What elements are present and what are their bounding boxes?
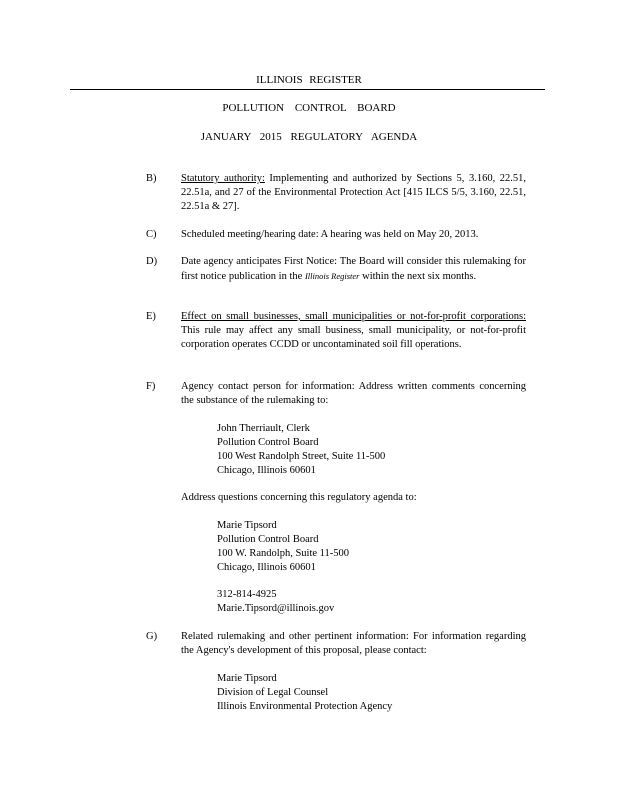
section-text-pre: Date agency anticipates First Notice: The Board will consider this rulemaking for first notice publication in the [181,256,526,282]
section-body [181,228,526,242]
section-letter: F) [146,381,156,392]
agenda-title: JANUARY 2015 REGULATORY AGENDA [200,131,418,143]
tipsord-address [217,519,537,575]
section-text: Implementing and authorized by Sections 5, 3.160, 22.51, 22.51a, and 27 of the Environmental Protection Act [415 ILCS 5/5, 3.160, 22.51, 22.51a & 27]. [181,173,526,212]
section-text: Scheduled meeting/hearing date: A hearing was held on May 20, 2013. [181,229,479,240]
address-line: Marie Tipsord [217,673,277,684]
address-line: Pollution Control Board [217,437,319,448]
section-body [181,255,526,284]
address-line: 100 W. Randolph, Suite 11-500 [217,548,350,559]
section-body [181,172,526,214]
section-text: Related rulemaking and other pertinent information: For information regarding the Agency's development of this proposal, please contact: [181,631,526,656]
clerk-address [217,422,537,478]
section-letter: G) [146,631,158,642]
questions-line: Address questions concerning this regulatory agenda to: [181,492,417,503]
phone-number: 312-814-4925 [217,589,277,600]
address-line: Division of Legal Counsel [217,687,329,698]
address-line: Illinois Environmental Protection Agency [217,701,393,712]
section-text: This rule may affect any small business, small municipality, or not-for-profit corporation operates CCDD or uncontaminated soil fill operations. [181,325,526,350]
section-body [181,630,526,658]
contact-info [217,588,537,616]
agency-address [217,672,537,714]
publication-name: Illinois Register [304,271,360,281]
section-text-post: within the next six months. [359,271,477,282]
section-label: Statutory authority: [181,173,265,184]
section-letter: C) [146,229,157,240]
section-body [181,310,526,352]
address-line: Chicago, Illinois 60601 [217,562,316,573]
section-letter: D) [146,256,158,267]
section-body [181,380,526,408]
board-name: POLLUTION CONTROL BOARD [222,102,396,114]
section-text: Agency contact person for information: Address written comments concerning the substance of the rulemaking to: [181,381,526,406]
address-line: Pollution Control Board [217,534,319,545]
email-address[interactable]: Marie.Tipsord@illinois.gov [217,603,335,614]
section-letter: B) [146,173,157,184]
section-letter: E) [146,311,156,322]
header-rule [70,89,545,90]
register-title: ILLINOIS REGISTER [256,74,362,86]
address-line: Chicago, Illinois 60601 [217,465,316,476]
address-line: 100 West Randolph Street, Suite 11-500 [217,451,386,462]
section-label: Effect on small businesses, small municipalities or not-for-profit corporations: [181,311,526,322]
address-line: John Therriault, Clerk [217,423,310,434]
address-line: Marie Tipsord [217,520,277,531]
